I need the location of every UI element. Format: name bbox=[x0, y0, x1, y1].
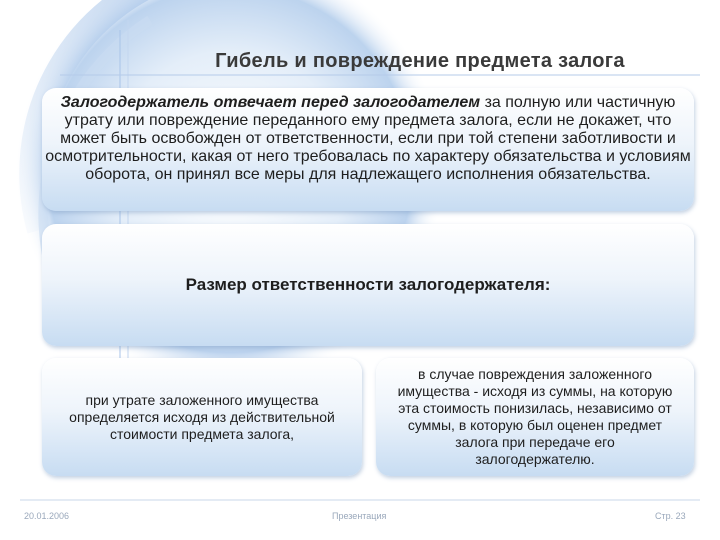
main-text-rest: за полную или частичную утрату или повреждение переданного ему предмета залога, если не докажет, что может быть освобожден от ответственности, если при той степени заботливости и осмотрительности, какая от него требовалась по характеру обязательства и условиям оборота, он принял все меры для надлежащего исполнения обязательства. bbox=[45, 94, 691, 183]
slide-title: Гибель и повреждение предмета залога bbox=[215, 50, 625, 72]
damage-case-box bbox=[376, 358, 694, 476]
main-text-bold: Залогодержатель отвечает перед залогодателем bbox=[60, 94, 481, 111]
liability-heading: Размер ответственности залогодержателя: bbox=[185, 275, 551, 294]
liability-heading-box bbox=[42, 224, 694, 346]
loss-case-box bbox=[42, 358, 362, 476]
damage-case-text: в случае повреждения заложенного имущества - исходя из суммы, на которую эта стоимость понизилась, независимо от суммы, в которую был оценен предмет залога при передаче его залогодержателю. bbox=[397, 366, 673, 467]
loss-case-text: при утрате заложенного имущества определяется исходя из действительной стоимости предмета залога, bbox=[69, 391, 335, 442]
footer-page-number: Стр. 23 bbox=[655, 511, 686, 521]
footer-presentation: Презентация bbox=[332, 511, 387, 521]
footer-date: 20.01.2006 bbox=[24, 511, 70, 521]
main-text-box bbox=[42, 88, 694, 211]
